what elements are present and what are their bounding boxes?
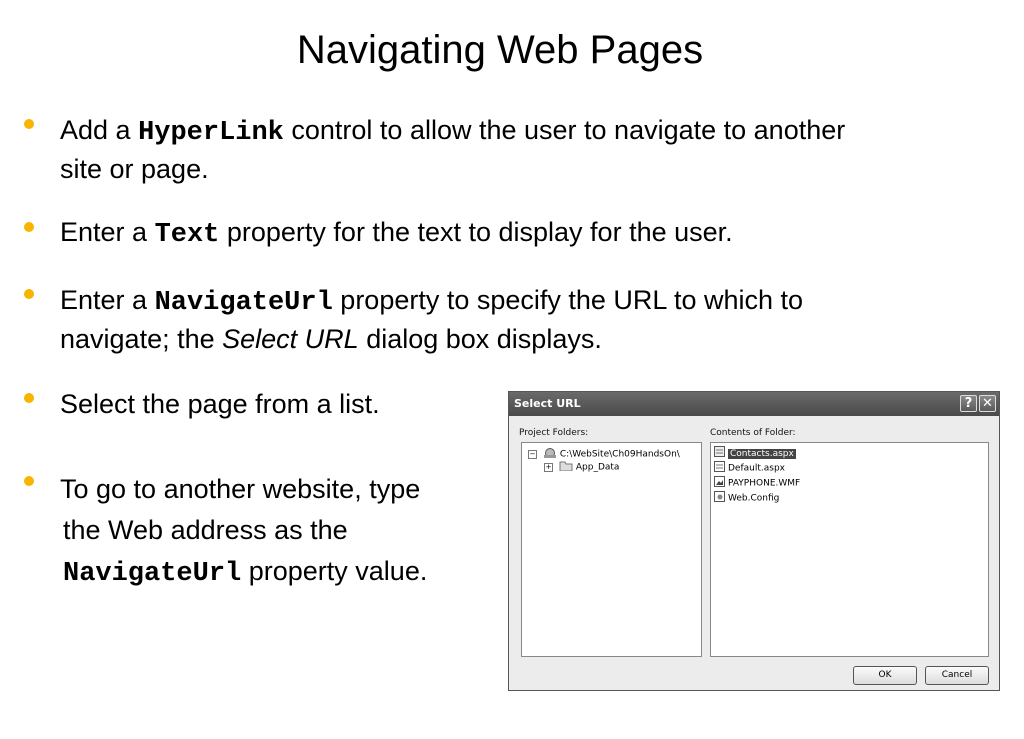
bullet-3-text-d: dialog box displays. <box>358 324 602 354</box>
file-item[interactable] <box>714 476 800 490</box>
aspx-file-icon <box>714 446 725 460</box>
bullet-3-text-c: navigate; the <box>60 324 223 354</box>
close-button[interactable] <box>979 395 996 412</box>
file-item[interactable] <box>714 491 779 505</box>
project-folders-tree[interactable] <box>521 442 702 657</box>
bullet-3-italic: Select URL <box>222 324 359 354</box>
bullet-1-text-a: Add a <box>60 115 139 145</box>
aspx-file-icon <box>714 461 725 475</box>
file-name: PAYPHONE.WMF <box>728 478 801 489</box>
bullet-2-text-a: Enter a <box>60 217 155 247</box>
ok-button[interactable]: OK <box>853 666 917 685</box>
bullet-dot <box>24 222 34 232</box>
bullet-dot <box>24 289 34 299</box>
file-item[interactable] <box>714 461 785 475</box>
collapse-icon[interactable]: − <box>529 449 536 458</box>
bullet-dot <box>24 476 34 486</box>
tree-item-label: App_Data <box>575 462 620 473</box>
bullet-1 <box>60 112 1000 187</box>
image-file-icon <box>714 476 725 490</box>
close-icon: ✕ <box>982 396 993 411</box>
config-file-icon <box>714 491 725 505</box>
folder-icon <box>559 460 573 474</box>
contents-of-folder-label: Contents of Folder: <box>710 428 796 438</box>
file-name: Default.aspx <box>728 463 785 474</box>
bullet-dot <box>24 393 34 403</box>
bullet-1-code: HyperLink <box>138 118 284 148</box>
slide-title: Navigating Web Pages <box>296 28 704 72</box>
bullet-5-text-b: the Web address as the <box>63 515 348 545</box>
bullet-3-code: NavigateUrl <box>154 288 333 318</box>
help-button[interactable] <box>960 395 977 412</box>
tree-item-app-data[interactable] <box>544 460 619 474</box>
website-icon <box>543 447 557 461</box>
bullet-5-code: NavigateUrl <box>63 559 242 589</box>
tree-item-label: C:\WebSite\Ch09HandsOn\ <box>559 449 680 460</box>
help-icon: ? <box>964 396 973 411</box>
dialog-titlebar <box>509 392 999 416</box>
bullet-2-code: Text <box>154 220 220 250</box>
bullet-4-text: Select the page from a list. <box>60 389 380 419</box>
bullet-3-text-b: property to specify the URL to which to <box>332 285 804 315</box>
tree-item-root[interactable] <box>528 447 680 461</box>
expand-icon[interactable]: + <box>545 462 552 471</box>
bullet-1-text-b: control to allow the user to navigate to another <box>283 115 846 145</box>
select-url-dialog <box>508 391 1000 691</box>
bullet-3 <box>60 282 1000 357</box>
bullet-3-text-a: Enter a <box>60 285 155 315</box>
bullet-2-text-b: property for the text to display for the user. <box>219 217 733 247</box>
dialog-title: Select URL <box>514 397 581 410</box>
bullet-5-text-c: property value. <box>241 556 428 586</box>
cancel-button[interactable]: Cancel <box>925 666 989 685</box>
bullet-5 <box>60 469 500 595</box>
bullet-2 <box>60 214 1000 253</box>
bullet-5-text-a: To go to another website, type <box>60 474 421 504</box>
contents-of-folder-list[interactable] <box>710 442 989 657</box>
file-name: Contacts.aspx <box>730 448 794 459</box>
file-name: Web.Config <box>728 493 780 504</box>
bullet-dot <box>24 119 34 129</box>
bullet-1-text-c: site or page. <box>60 154 209 184</box>
project-folders-label: Project Folders: <box>519 428 589 438</box>
bullet-4 <box>60 386 480 422</box>
file-item[interactable] <box>714 446 796 460</box>
